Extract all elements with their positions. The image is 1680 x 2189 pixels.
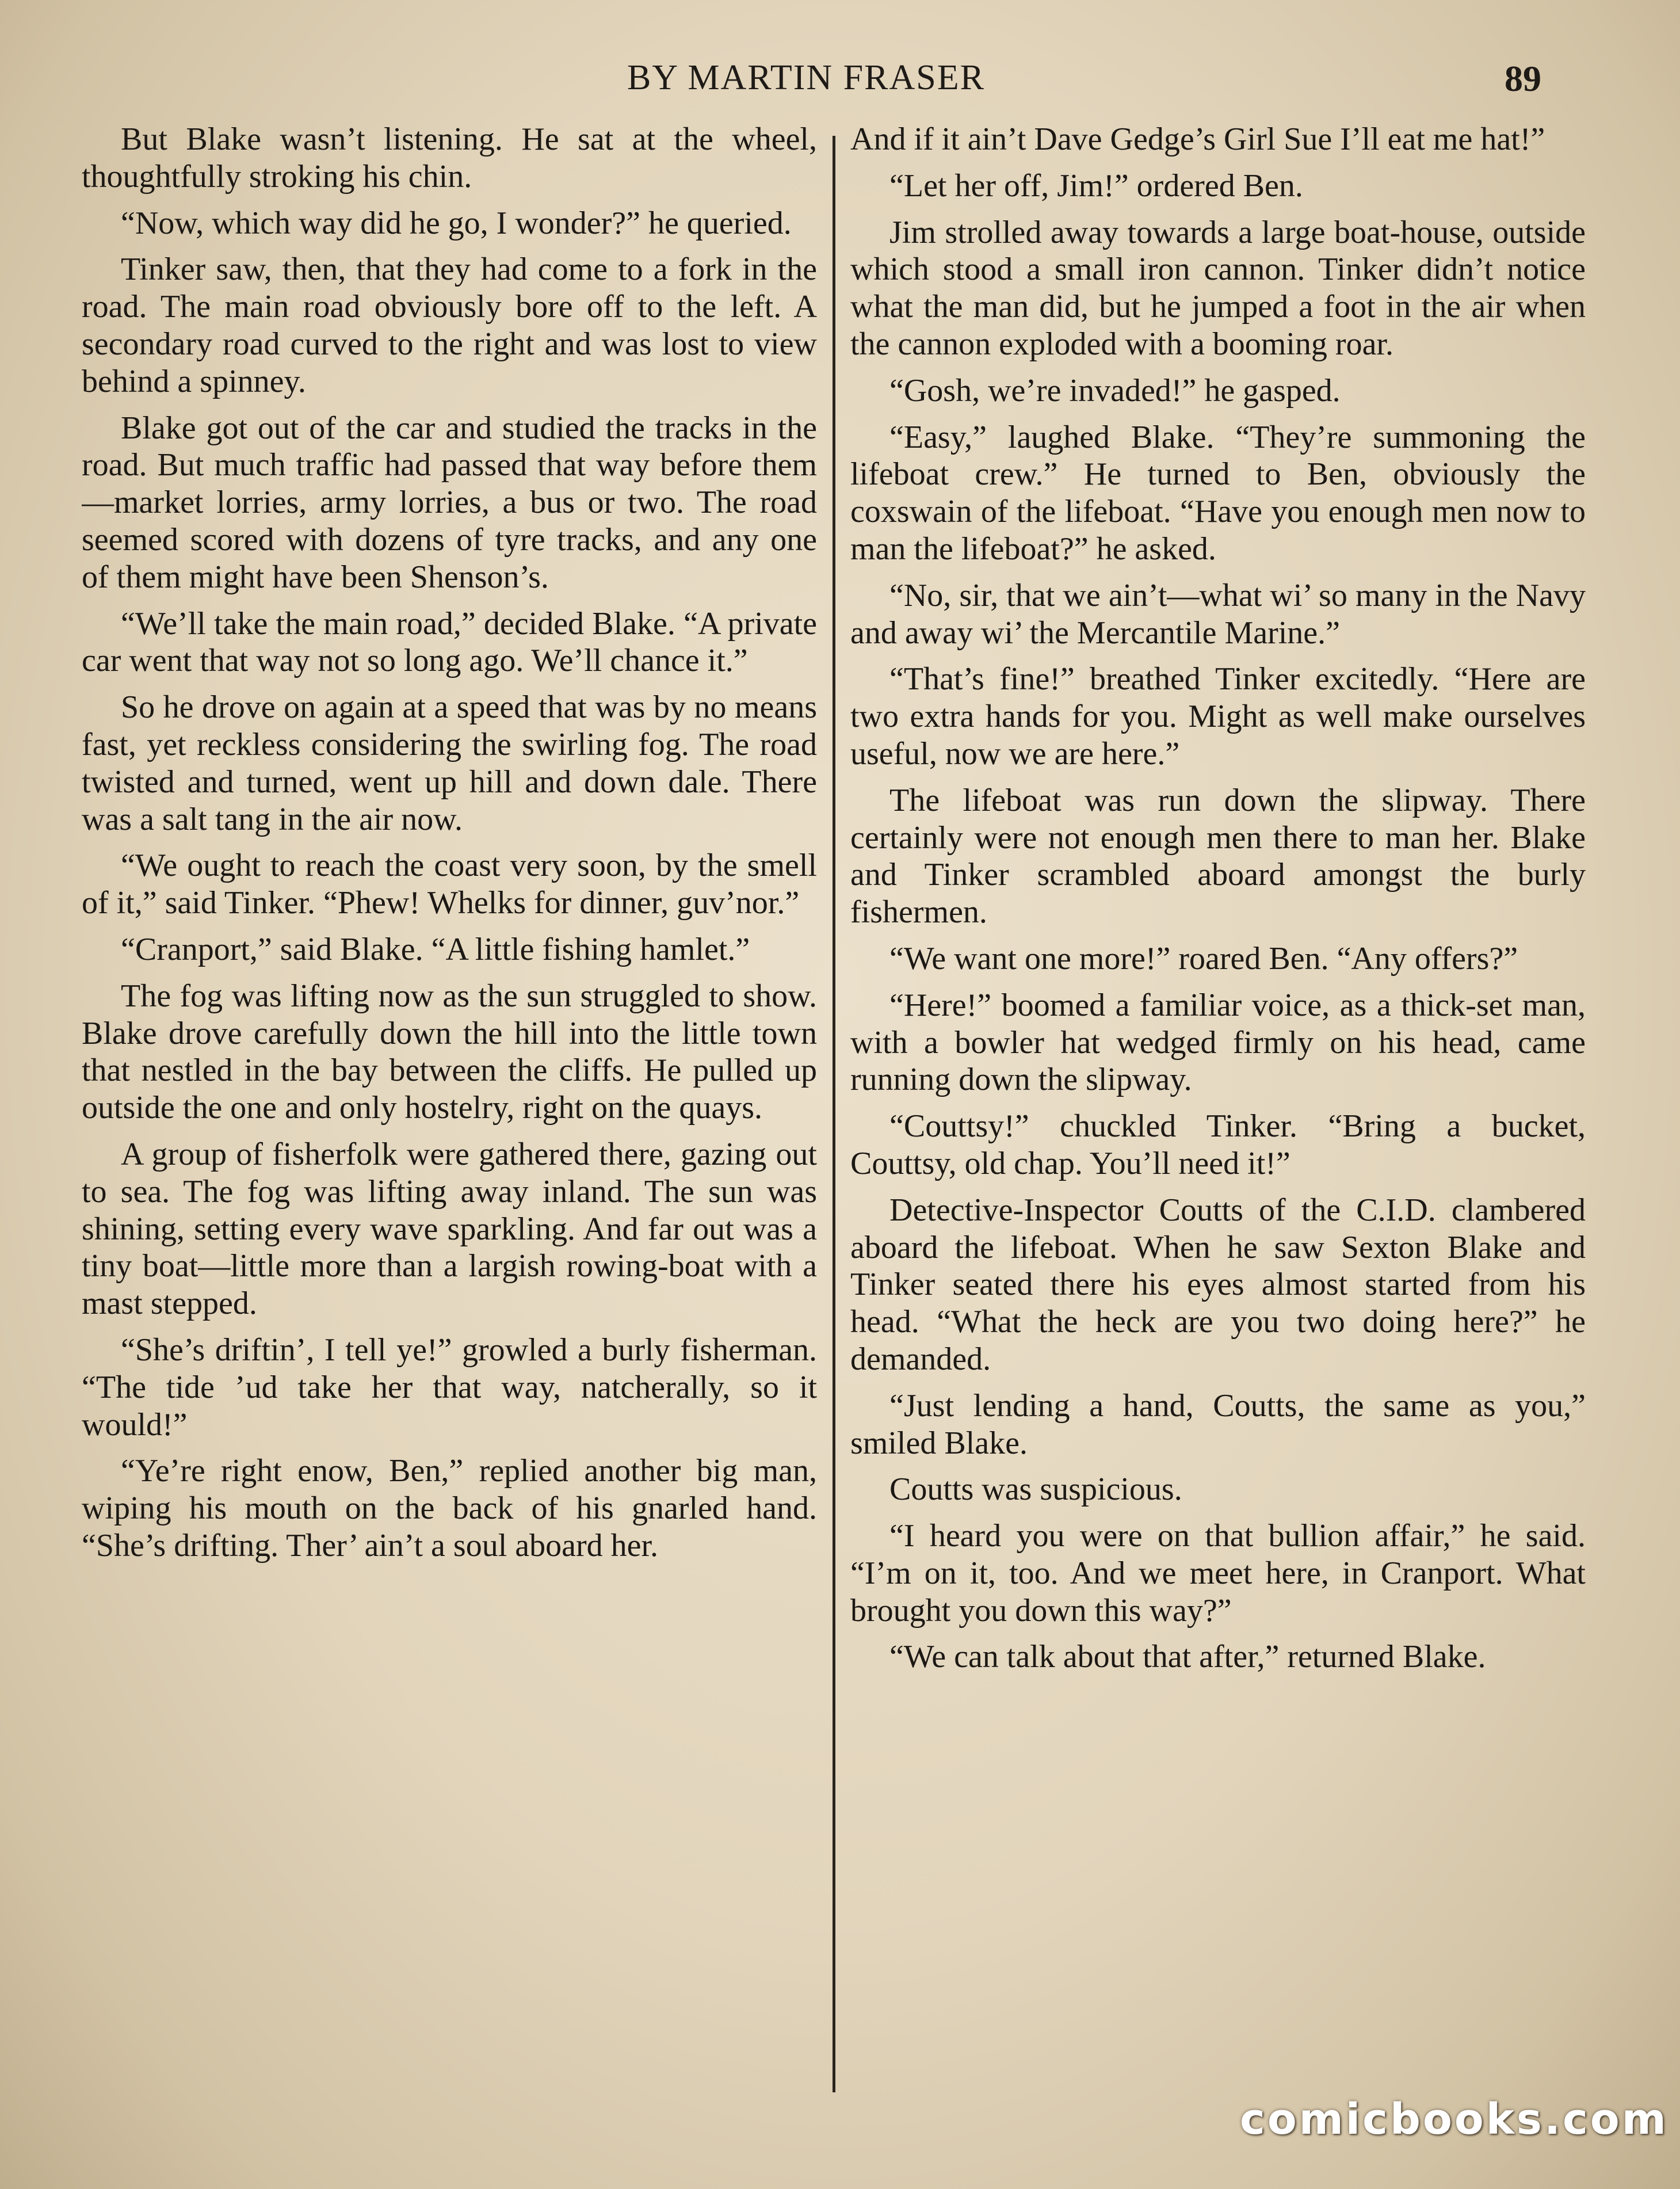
paragraph: “Couttsy!” chuckled Tinker. “Bring a bucket, Couttsy, old chap. You’ll need it!” bbox=[850, 1108, 1586, 1181]
paragraph: “We’ll take the main road,” decided Blake. “A private car went that way not so long ago. We’ll chance it.” bbox=[82, 605, 817, 679]
running-head: BY MARTIN FRASER bbox=[627, 58, 985, 97]
paragraph: “Here!” boomed a familiar voice, as a thick-set man, with a bowler hat wedged firmly on his head, came running down the slipway. bbox=[850, 987, 1586, 1098]
paragraph: “Gosh, we’re invaded!” he gasped. bbox=[889, 372, 1341, 409]
paragraph-continuation: And if it ain’t Dave Gedge’s Girl Sue I’ll eat me hat!” bbox=[850, 121, 1545, 157]
paragraph: So he drove on again at a speed that was by no means fast, yet reckless considering the swirling fog. The road twisted and turned, went up hill and down dale. There was a salt tang in the air now. bbox=[82, 689, 817, 837]
paragraph: “Let her off, Jim!” ordered Ben. bbox=[889, 167, 1303, 204]
right-column bbox=[850, 121, 1586, 2112]
page-header bbox=[0, 58, 1680, 109]
page-number: 89 bbox=[1505, 58, 1541, 99]
paragraph: “Cranport,” said Blake. “A little fishing hamlet.” bbox=[121, 931, 750, 967]
watermark: comicbooks.com bbox=[1240, 2095, 1668, 2144]
paragraph: The lifeboat was run down the slipway. There certainly were not enough men there to man her. Blake and Tinker scrambled aboard amongst the burly fishermen. bbox=[850, 782, 1586, 930]
paragraph: “Ye’re right enow, Ben,” replied another big man, wiping his mouth on the back of his gnarled hand. “She’s drifting. Ther’ ain’t a soul aboard her. bbox=[82, 1453, 817, 1563]
paragraph: Coutts was suspicious. bbox=[889, 1471, 1182, 1508]
paragraph: “We want one more!” roared Ben. “Any offers?” bbox=[889, 940, 1518, 977]
paragraph: “That’s fine!” breathed Tinker excitedly. “Here are two extra hands for you. Might as well make ourselves useful, now we are here.” bbox=[850, 661, 1586, 772]
paragraph: “Now, which way did he go, I wonder?” he queried. bbox=[121, 205, 792, 241]
paragraph: “We can talk about that after,” returned Blake. bbox=[889, 1639, 1486, 1675]
paragraph: Jim strolled away towards a large boat-house, outside which stood a small iron cannon. Tinker didn’t notice what the man did, but he jumped a foot in the air when the cannon exploded with a booming roar. bbox=[850, 214, 1586, 362]
paragraph: Detective-Inspector Coutts of the C.I.D. clambered aboard the lifeboat. When he saw Sexton Blake and Tinker seated there his eyes almost started from his head. “What the heck are you two doing here?” he demanded. bbox=[850, 1192, 1586, 1377]
paragraph: But Blake wasn’t listening. He sat at the wheel, thoughtfully stroking his chin. bbox=[82, 121, 817, 195]
paragraph: “No, sir, that we ain’t—what wi’ so many in the Navy and away wi’ the Mercantile Marine.” bbox=[850, 577, 1586, 651]
paragraph: The fog was lifting now as the sun struggled to show. Blake drove carefully down the hill into the little town that nestled in the bay between the cliffs. He pulled up outside the one and only hostelry, right on the quays. bbox=[82, 978, 817, 1126]
paragraph: “We ought to reach the coast very soon, by the smell of it,” said Tinker. “Phew! Whelks for dinner, guv’nor.” bbox=[82, 848, 817, 921]
paragraph: “Easy,” laughed Blake. “They’re summoning the lifeboat crew.” He turned to Ben, obviously the coxswain of the lifeboat. “Have you enough men now to man the lifeboat?” he asked. bbox=[850, 419, 1586, 567]
paragraph: Blake got out of the car and studied the tracks in the road. But much traffic had passed that way before them—market lorries, army lorries, a bus or two. The road seemed scored with dozens of tyre tracks, and any one of them might have been Shenson’s. bbox=[82, 410, 817, 595]
paragraph: “Just lending a hand, Coutts, the same as you,” smiled Blake. bbox=[850, 1387, 1586, 1461]
column-divider bbox=[833, 136, 835, 2092]
paragraph: A group of fisherfolk were gathered there, gazing out to sea. The fog was lifting away inland. The sun was shining, setting every wave sparkling. And far out was a tiny boat—little more than a largish rowing-boat with a mast stepped. bbox=[82, 1136, 817, 1322]
paragraph: “I heard you were on that bullion affair,” he said. “I’m on it, too. And we meet here, in Cranport. What brought you down this way?” bbox=[850, 1518, 1586, 1629]
left-column bbox=[82, 121, 817, 2112]
paragraph: “She’s driftin’, I tell ye!” growled a burly fisherman. “The tide ’ud take her that way, natcherally, so it would!” bbox=[82, 1332, 817, 1443]
paragraph: Tinker saw, then, that they had come to a fork in the road. The main road obviously bore off to the left. A secondary road curved to the right and was lost to view behind a spinney. bbox=[82, 251, 817, 399]
